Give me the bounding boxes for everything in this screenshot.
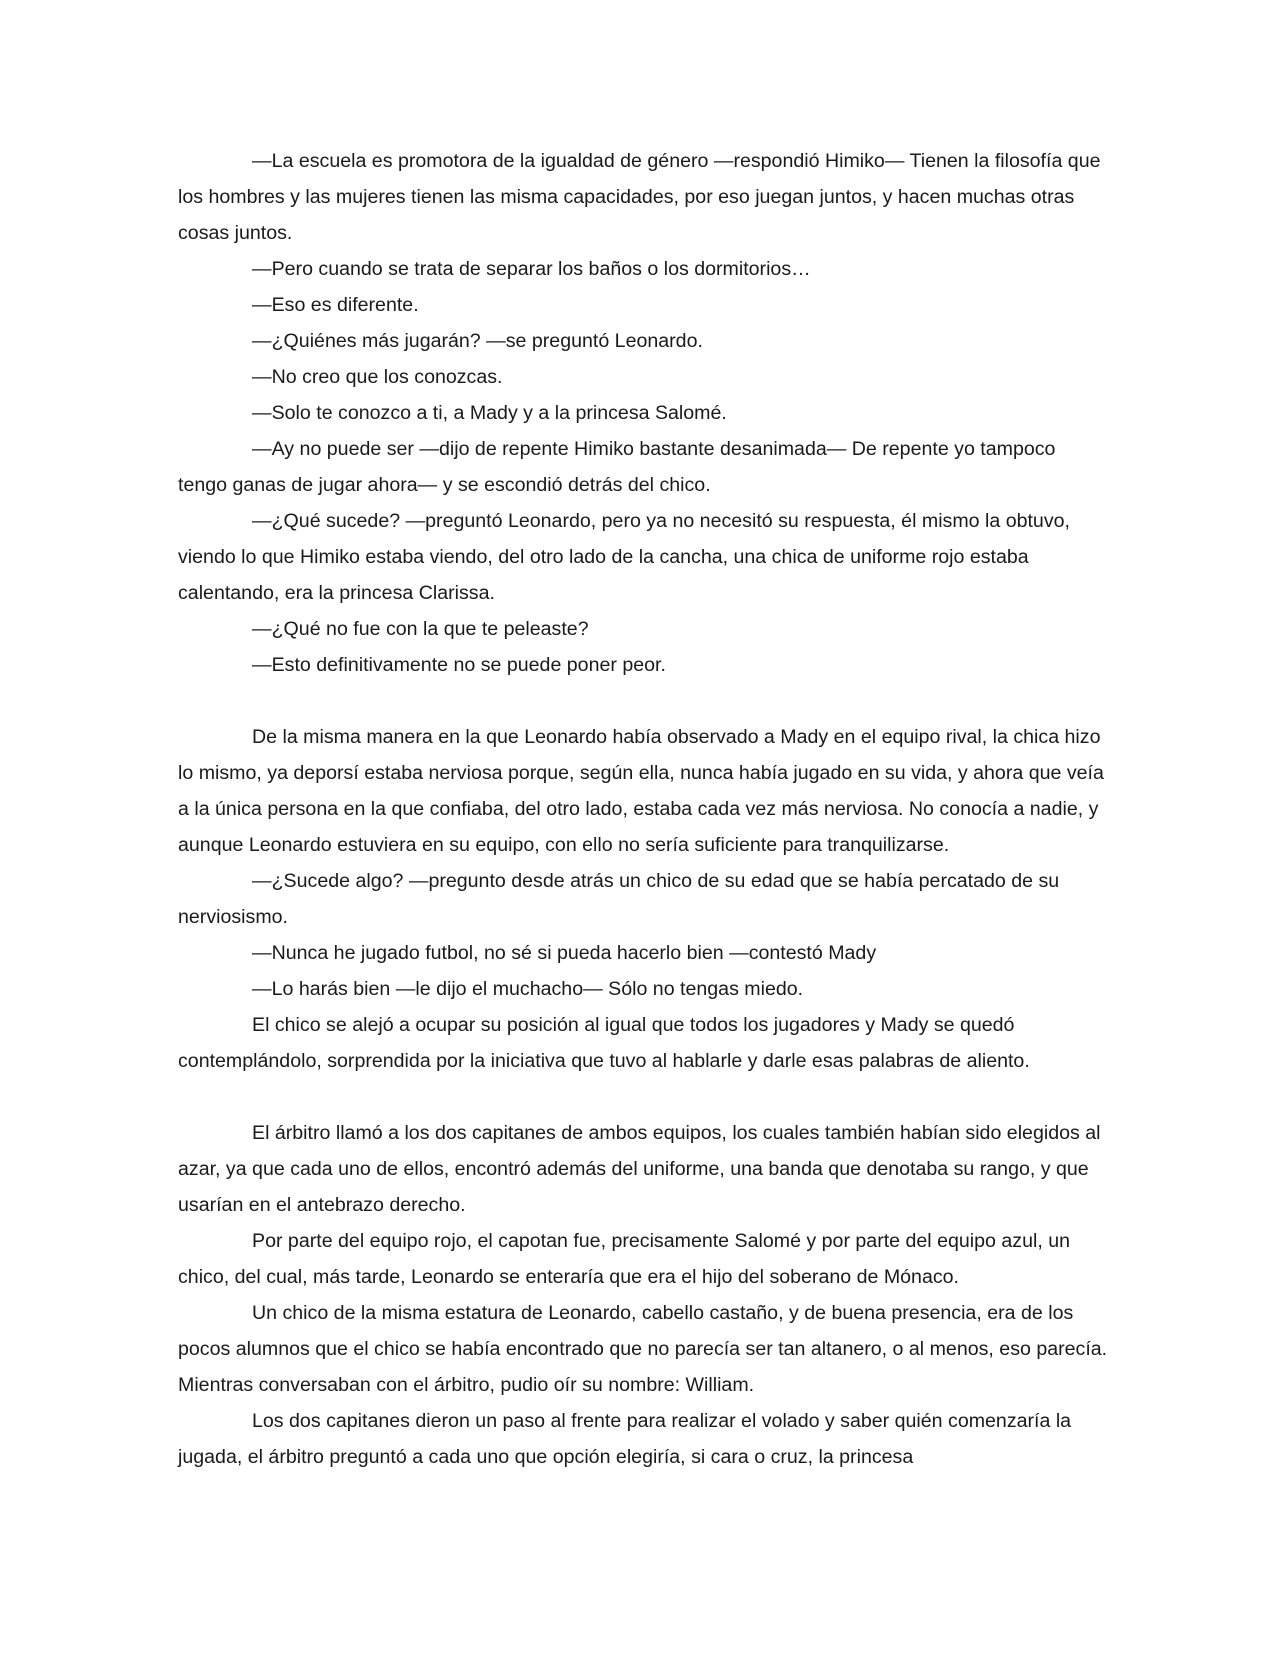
paragraph-7: —Ay no puede ser —dijo de repente Himiko bastante desanimada— De repente yo tampoco tengo ganas de jugar ahora— y se escondió detrás del chico. — [178, 438, 1056, 496]
paragraph-2: —Pero cuando se trata de separar los baños o los dormitorios… — [252, 258, 811, 280]
paragraph-10: —Esto definitivamente no se puede poner peor. — [252, 654, 666, 676]
paragraph-5: —No creo que los conozcas. — [252, 366, 503, 388]
paragraph-1: —La escuela es promotora de la igualdad de género —respondió Himiko— Tienen la filosofía que los hombres y las mujeres tienen las misma capacidades, por eso juegan juntos, y hacen muchas otras cosas juntos. — [178, 150, 1101, 244]
document-body — [178, 143, 1108, 1475]
paragraph-11: De la misma manera en la que Leonardo había observado a Mady en el equipo rival, la chica hizo lo mismo, ya deporsí estaba nerviosa porque, según ella, nunca había jugado en su vida, y ahora que veía a la única persona en la que confiaba, del otro lado, estaba cada vez más nerviosa. No conocía a nadie, y aunque Leonardo estuviera en su equipo, con ello no sería suficiente para tranquilizarse. — [178, 726, 1104, 856]
paragraph-4: —¿Quiénes más jugarán? —se preguntó Leonardo. — [252, 330, 703, 352]
paragraph-18: Un chico de la misma estatura de Leonardo, cabello castaño, y de buena presencia, era de los pocos alumnos que el chico se había encontrado que no parecía ser tan altanero, o al menos, eso parecía. Mientras conversaban con el árbitro, pudio oír su nombre: William. — [178, 1302, 1108, 1396]
paragraph-14: —Lo harás bien —le dijo el muchacho— Sólo no tengas miedo. — [252, 978, 804, 1000]
paragraph-13: —Nunca he jugado futbol, no sé si pueda hacerlo bien —contestó Mady — [252, 942, 877, 964]
paragraph-19: Los dos capitanes dieron un paso al frente para realizar el volado y saber quién comenzaría la jugada, el árbitro preguntó a cada uno que opción elegiría, si cara o cruz, la princesa — [178, 1410, 1072, 1468]
paragraph-16: El árbitro llamó a los dos capitanes de ambos equipos, los cuales también habían sido elegidos al azar, ya que cada uno de ellos, encontró además del uniforme, una banda que denotaba su rango, y que usarían en el antebrazo derecho. — [178, 1122, 1101, 1216]
paragraph-8: —¿Qué sucede? —preguntó Leonardo, pero ya no necesitó su respuesta, él mismo la obtuvo, viendo lo que Himiko estaba viendo, del otro lado de la cancha, una chica de uniforme rojo estaba calentando, era la princesa Clarissa. — [178, 510, 1070, 604]
paragraph-15: El chico se alejó a ocupar su posición al igual que todos los jugadores y Mady se quedó contemplándolo, sorprendida por la iniciativa que tuvo al hablarle y darle esas palabras de aliento. — [178, 1014, 1030, 1072]
paragraph-17: Por parte del equipo rojo, el capotan fue, precisamente Salomé y por parte del equipo azul, un chico, del cual, más tarde, Leonardo se enteraría que era el hijo del soberano de Mónaco. — [178, 1230, 1071, 1288]
paragraph-3: —Eso es diferente. — [252, 294, 419, 316]
paragraph-12: —¿Sucede algo? —pregunto desde atrás un chico de su edad que se había percatado de su nerviosismo. — [178, 870, 1060, 928]
paragraph-9: —¿Qué no fue con la que te peleaste? — [252, 618, 589, 640]
paragraph-6: —Solo te conozco a ti, a Mady y a la princesa Salomé. — [252, 402, 727, 424]
